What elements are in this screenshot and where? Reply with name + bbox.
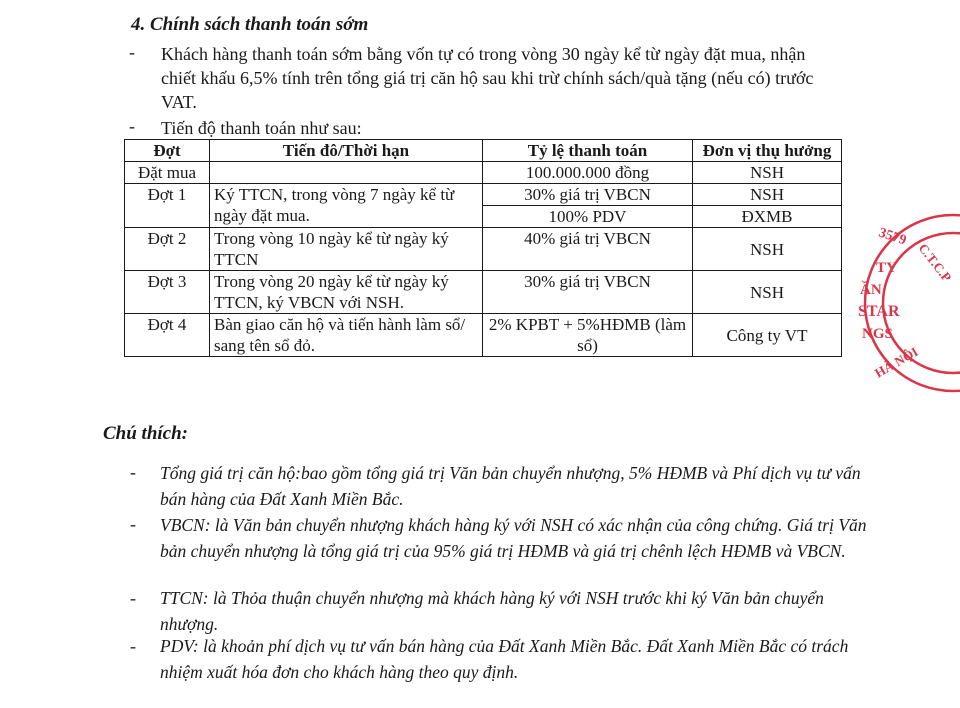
cell-rate: 40% giá trị VBCN (483, 228, 693, 271)
table-row (125, 184, 842, 206)
payment-schedule-table (124, 139, 842, 357)
note-item: TTCN: là Thỏa thuận chuyển nhượng mà khách hàng ký với NSH trước khi ký Văn bản chuyển nhượng. (160, 588, 824, 634)
table-row (125, 314, 842, 357)
note-item: Tổng giá trị căn hộ:bao gồm tổng giá trị Văn bản chuyển nhượng, 5% HĐMB và Phí dịch vụ tư vấn bán hàng của Đất Xanh Miền Bắc. (160, 463, 861, 509)
note-item: PDV: là khoản phí dịch vụ tư vấn bán hàng của Đất Xanh Miền Bắc. Đất Xanh Miền Bắc có trách nhiệm xuất hóa đơn cho khách hàng theo quy định. (160, 636, 849, 682)
cell-phase: Đợt 1 (125, 184, 210, 228)
cell-beneficiary: NSH (693, 228, 842, 271)
svg-text:HÀ NỘI: HÀ NỘI (872, 343, 921, 381)
cell-term: Trong vòng 20 ngày kể từ ngày ký TTCN, ký VBCN với NSH. (210, 271, 483, 314)
header-term: Tiến đô/Thời hạn (210, 140, 483, 162)
cell-phase: Đợt 2 (125, 228, 210, 271)
table-header-row (125, 140, 842, 162)
cell-beneficiary: NSH (693, 162, 842, 184)
cell-beneficiary: ĐXMB (693, 206, 842, 228)
early-payment-paragraph (161, 42, 813, 114)
cell-beneficiary: Công ty VT (693, 314, 842, 357)
cell-term: Ký TTCN, trong vòng 7 ngày kể từ ngày đặt mua. (210, 184, 483, 228)
header-phase: Đợt (125, 140, 210, 162)
cell-rate: 30% giá trị VBCN (483, 271, 693, 314)
paragraph-line: Khách hàng thanh toán sớm bằng vốn tự có trong vòng 30 ngày kể từ ngày đặt mua, nhận (161, 44, 806, 64)
header-beneficiary: Đơn vị thụ hưởng (693, 140, 842, 162)
svg-text:C.T.C.P: C.T.C.P (915, 240, 955, 285)
bullet-dash: - (129, 42, 135, 62)
paragraph-line: chiết khấu 6,5% tính trên tổng giá trị căn hộ sau khi trừ chính sách/quà tặng (nếu có) trước (161, 68, 814, 88)
cell-rate: 100% PDV (483, 206, 693, 228)
note-dash: - (130, 636, 136, 656)
cell-term: Trong vòng 10 ngày kể từ ngày ký TTCN (210, 228, 483, 271)
table-row (125, 162, 842, 184)
note-item: VBCN: là Văn bản chuyển nhượng khách hàng ký với NSH có xác nhận của công chứng. Giá trị Văn bản chuyển nhượng là tổng giá trị của 95% giá trị HĐMB và giá trị chênh lệch HĐMB và VBCN. (160, 515, 867, 561)
svg-text:3579: 3579 (876, 225, 909, 249)
cell-term (210, 162, 483, 184)
cell-beneficiary: NSH (693, 271, 842, 314)
cell-rate: 2% KPBT + 5%HĐMB (làm sổ) (483, 314, 693, 357)
schedule-intro: Tiến độ thanh toán như sau: (161, 118, 362, 138)
cell-rate: 100.000.000 đồng (483, 162, 693, 184)
note-dash: - (130, 514, 136, 534)
section-title: 4. Chính sách thanh toán sớm (131, 14, 369, 35)
notes-title: Chú thích: (103, 423, 189, 444)
cell-phase: Đợt 4 (125, 314, 210, 357)
cell-term: Bàn giao căn hộ và tiến hành làm sổ/ sang tên sổ đỏ. (210, 314, 483, 357)
company-seal-stamp (848, 208, 960, 398)
note-dash: - (130, 588, 136, 608)
bullet-dash: - (129, 116, 135, 136)
header-rate: Tỷ lệ thanh toán (483, 140, 693, 162)
cell-rate: 30% giá trị VBCN (483, 184, 693, 206)
svg-text:TY: TY (876, 260, 897, 276)
note-dash: - (130, 462, 136, 482)
svg-text:NGS: NGS (862, 326, 893, 342)
svg-text:ẦN: ẦN (860, 282, 882, 298)
table-row (125, 228, 842, 271)
cell-beneficiary: NSH (693, 184, 842, 206)
table-row (125, 271, 842, 314)
cell-phase: Đặt mua (125, 162, 210, 184)
svg-text:STAR: STAR (858, 303, 900, 320)
paragraph-line: VAT. (161, 92, 197, 112)
cell-phase: Đợt 3 (125, 271, 210, 314)
